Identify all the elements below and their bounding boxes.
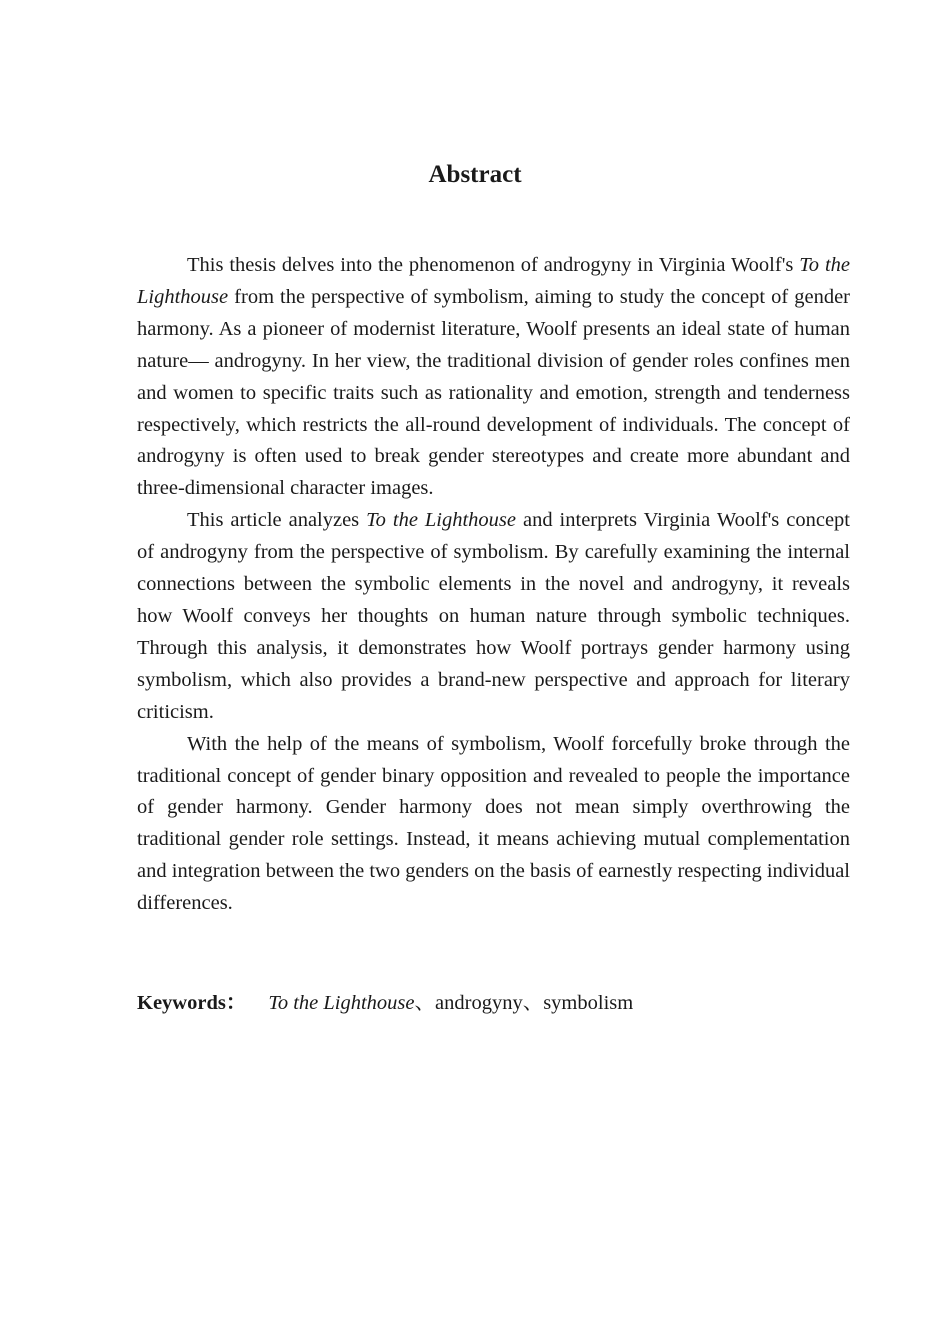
abstract-body	[137, 250, 850, 920]
keywords-label: Keywords：	[137, 992, 247, 1014]
paragraph-2-text-a: This article analyzes	[187, 509, 367, 532]
paragraph-2	[137, 505, 850, 728]
paragraph-1	[137, 250, 850, 505]
paragraph-1-text-b: from the perspective of symbolism, aiming to study the concept of gender harmony. As a pioneer of modernist literature, Woolf presents an ideal state of human nature— androgyny. In her view, the traditional division of gender roles confines men and women to specific traits such as rationality and emotion, strength and tenderness respectively, which restricts the all-round development of individuals. The concept of androgyny is often used to break gender stereotypes and create more abundant and three-dimensional character images.	[137, 285, 850, 500]
paragraph-3	[137, 729, 850, 920]
abstract-heading: Abstract	[428, 161, 522, 188]
keyword-book-title: To the Lighthouse	[268, 992, 415, 1014]
paragraph-3-text: With the help of the means of symbolism, Woolf forcefully broke through the traditional concept of gender binary opposition and revealed to people the importance of gender harmony. Gender harmony does not mean simply overthrowing the traditional gender role settings. Instead, it means achieving mutual complementation and integration between the two genders on the basis of earnestly respecting individual differences.	[137, 732, 850, 915]
keyword-symbolism: symbolism	[543, 992, 634, 1014]
book-title: To the Lighthouse	[137, 254, 850, 308]
book-title: To the Lighthouse	[366, 509, 517, 532]
paragraph-1-text-a: This thesis delves into the phenomenon of androgyny in Virginia Woolf's	[187, 254, 800, 276]
keywords-line	[137, 987, 850, 1019]
keyword-separator: 、	[522, 992, 544, 1014]
keyword-androgyny: androgyny	[435, 992, 523, 1014]
keyword-separator: 、	[414, 992, 436, 1014]
paragraph-2-text-b: and interprets Virginia Woolf's concept of androgyny from the perspective of symbolism. By carefully examining the internal connections between the symbolic elements in the novel and androgyny, it reveals how Woolf conveys her thoughts on human nature through symbolic techniques. Through this analysis, it demonstrates how Woolf portrays gender harmony using symbolism, which also provides a brand-new perspective and approach for literary criticism.	[137, 509, 850, 723]
